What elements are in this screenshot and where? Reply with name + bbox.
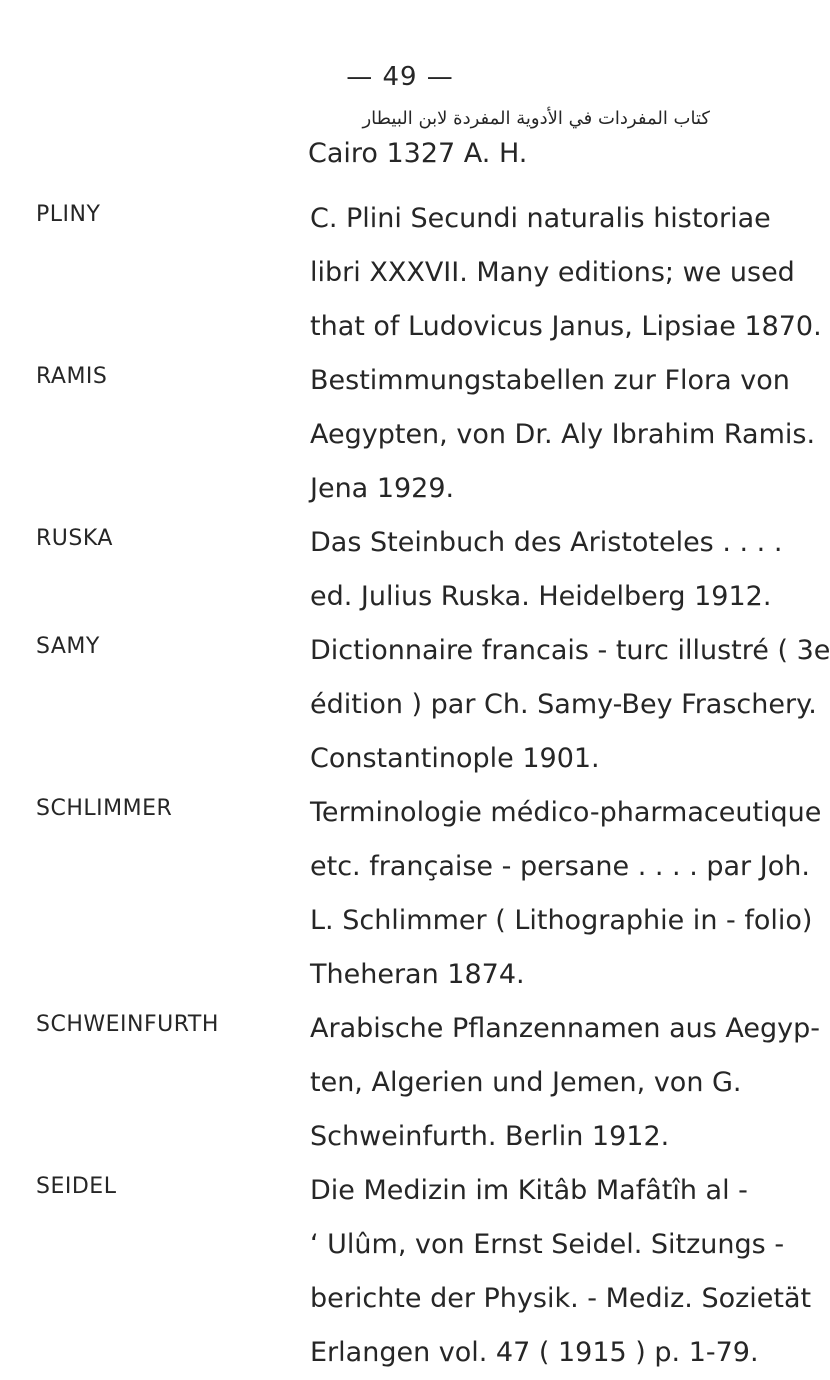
entry-label: PLINY bbox=[36, 202, 101, 227]
entry-line: édition ) par Ch. Samy-Bey Fraschery. bbox=[310, 689, 817, 720]
entry-line: Theheran 1874. bbox=[310, 959, 525, 990]
entry-line: that of Ludovicus Janus, Lipsiae 1870. bbox=[310, 311, 822, 342]
entry-line: Schweinfurth. Berlin 1912. bbox=[310, 1121, 670, 1152]
entry-label: SAMY bbox=[36, 634, 100, 659]
entry-text bbox=[310, 786, 822, 1002]
entry-line: ten, Algerien und Jemen, von G. bbox=[310, 1067, 742, 1098]
entry-line: C. Plini Secundi naturalis historiae bbox=[310, 203, 771, 234]
entry-line: libri XXXVII. Many editions; we used bbox=[310, 257, 795, 288]
entry-line: Das Steinbuch des Aristoteles . . . . bbox=[310, 527, 783, 558]
entry-line: berichte der Physik. - Mediz. Sozietät bbox=[310, 1283, 812, 1314]
entry-line: Aegypten, von Dr. Aly Ibrahim Ramis. bbox=[310, 419, 816, 450]
entry-text bbox=[310, 192, 822, 354]
entry-label: SEIDEL bbox=[36, 1174, 117, 1199]
entry-text bbox=[310, 624, 830, 786]
entry-line: Bestimmungstabellen zur Flora von bbox=[310, 365, 790, 396]
entry-line: Constantinople 1901. bbox=[310, 743, 600, 774]
page-number: — 49 — bbox=[346, 62, 454, 92]
entry-line: Terminologie médico-pharmaceutique bbox=[310, 797, 822, 828]
arabic-citation-text: كتاب المفردات في الأدوية المفردة لابن البيطار bbox=[362, 108, 710, 129]
entry-label: SCHLIMMER bbox=[36, 796, 173, 821]
entry-line: etc. française - persane . . . . par Joh. bbox=[310, 851, 810, 882]
entry-label: RAMIS bbox=[36, 364, 108, 389]
entry-line: Die Medizin im Kitâb Mafâtîh al - bbox=[310, 1175, 748, 1206]
citation-place-date: Cairo 1327 A. H. bbox=[308, 138, 528, 169]
entry-text bbox=[310, 1164, 812, 1380]
entry-line: ‘ Ulûm, von Ernst Seidel. Sitzungs - bbox=[310, 1229, 785, 1260]
entry-line: Arabische Pflanzennamen aus Aegyp- bbox=[310, 1013, 820, 1044]
entry-line: Dictionnaire francais - turc illustré ( 3e bbox=[310, 635, 830, 666]
entry-line: ed. Julius Ruska. Heidelberg 1912. bbox=[310, 581, 772, 612]
entry-text bbox=[310, 1002, 820, 1164]
entry-label: RUSKA bbox=[36, 526, 113, 551]
entry-label: SCHWEINFURTH bbox=[36, 1012, 219, 1037]
entry-line: L. Schlimmer ( Lithographie in - folio) bbox=[310, 905, 813, 936]
entry-line: Erlangen vol. 47 ( 1915 ) p. 1-79. bbox=[310, 1337, 759, 1368]
entry-text bbox=[310, 516, 800, 624]
entry-text bbox=[310, 354, 816, 516]
entry-line: Jena 1929. bbox=[310, 473, 455, 504]
